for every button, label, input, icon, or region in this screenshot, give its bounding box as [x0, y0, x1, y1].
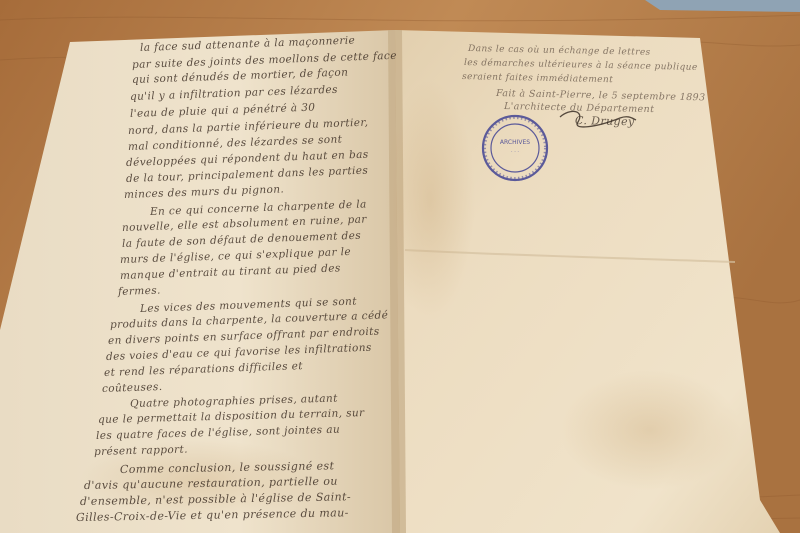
right-line: Dans le cas où un échange de lettres: [467, 44, 651, 58]
left-line: en divers points en surface offrant par endroits: [107, 325, 380, 347]
left-line: la face sud attenante à la maçonnerie: [139, 34, 356, 54]
left-line: développées qui répondent du haut en bas: [125, 148, 369, 169]
left-line: Comme conclusion, le soussigné est: [119, 459, 335, 476]
right-line: L'architecte du Département: [503, 101, 655, 116]
right-line: Fait à Saint-Pierre, le 5 septembre 1893: [495, 88, 706, 104]
svg-text:ARCHIVES: ARCHIVES: [499, 139, 531, 146]
left-line: par suite des joints des moellons de cette face: [131, 49, 398, 71]
left-line: coûteuses.: [101, 380, 163, 395]
left-line: nouvelle, elle est absolument en ruine, par: [121, 213, 367, 234]
svg-text:· · ·: · · ·: [511, 149, 519, 155]
left-line: la faute de son défaut de denouement des: [121, 229, 362, 250]
right-line: les démarches ultérieures à la séance publique: [463, 58, 698, 73]
left-line: Les vices des mouvements qui se sont: [139, 295, 358, 315]
left-line: produits dans la charpente, la couverture a cédé: [109, 309, 389, 331]
left-line: manque d'entrait au tirant au pied des: [119, 262, 341, 282]
signature: C. Drugey: [574, 114, 635, 129]
left-line: l'eau de pluie qui a pénétré à 30: [129, 101, 316, 120]
left-line: de la tour, principalement dans les parties: [125, 164, 369, 185]
left-line: que le permettait la disposition du terrain, sur: [97, 407, 365, 426]
left-line: les quatre faces de l'église, sont jointes au: [95, 423, 341, 442]
left-line: fermes.: [117, 284, 162, 298]
left-line: des voies d'eau ce qui favorise les infiltrations: [105, 341, 372, 363]
left-line: d'avis qu'aucune restauration, partielle ou: [83, 474, 338, 492]
left-line: qui sont dénudés de mortier, de façon: [131, 66, 349, 86]
left-line: Gilles-Croix-de-Vie et qu'en présence du mau-: [75, 506, 349, 524]
left-line: murs de l'église, ce qui s'explique par le: [119, 245, 352, 266]
right-line: seraient faites immédiatement: [461, 72, 614, 86]
left-line: En ce qui concerne la charpente de la: [149, 198, 367, 218]
left-line: et rend les réparations difficiles et: [103, 360, 304, 379]
left-line: d'ensemble, n'est possible à l'église de Saint-: [79, 490, 352, 508]
left-line: mal conditionné, des lézardes se sont: [127, 133, 343, 153]
left-line: Quatre photographies prises, autant: [129, 392, 338, 410]
left-line: nord, dans la partie inférieure du mortier,: [127, 116, 369, 137]
left-line: présent rapport.: [93, 443, 189, 458]
left-line: minces des murs du pignon.: [123, 183, 285, 201]
left-line: qu'il y a infiltration par ces lézardes: [129, 83, 339, 103]
